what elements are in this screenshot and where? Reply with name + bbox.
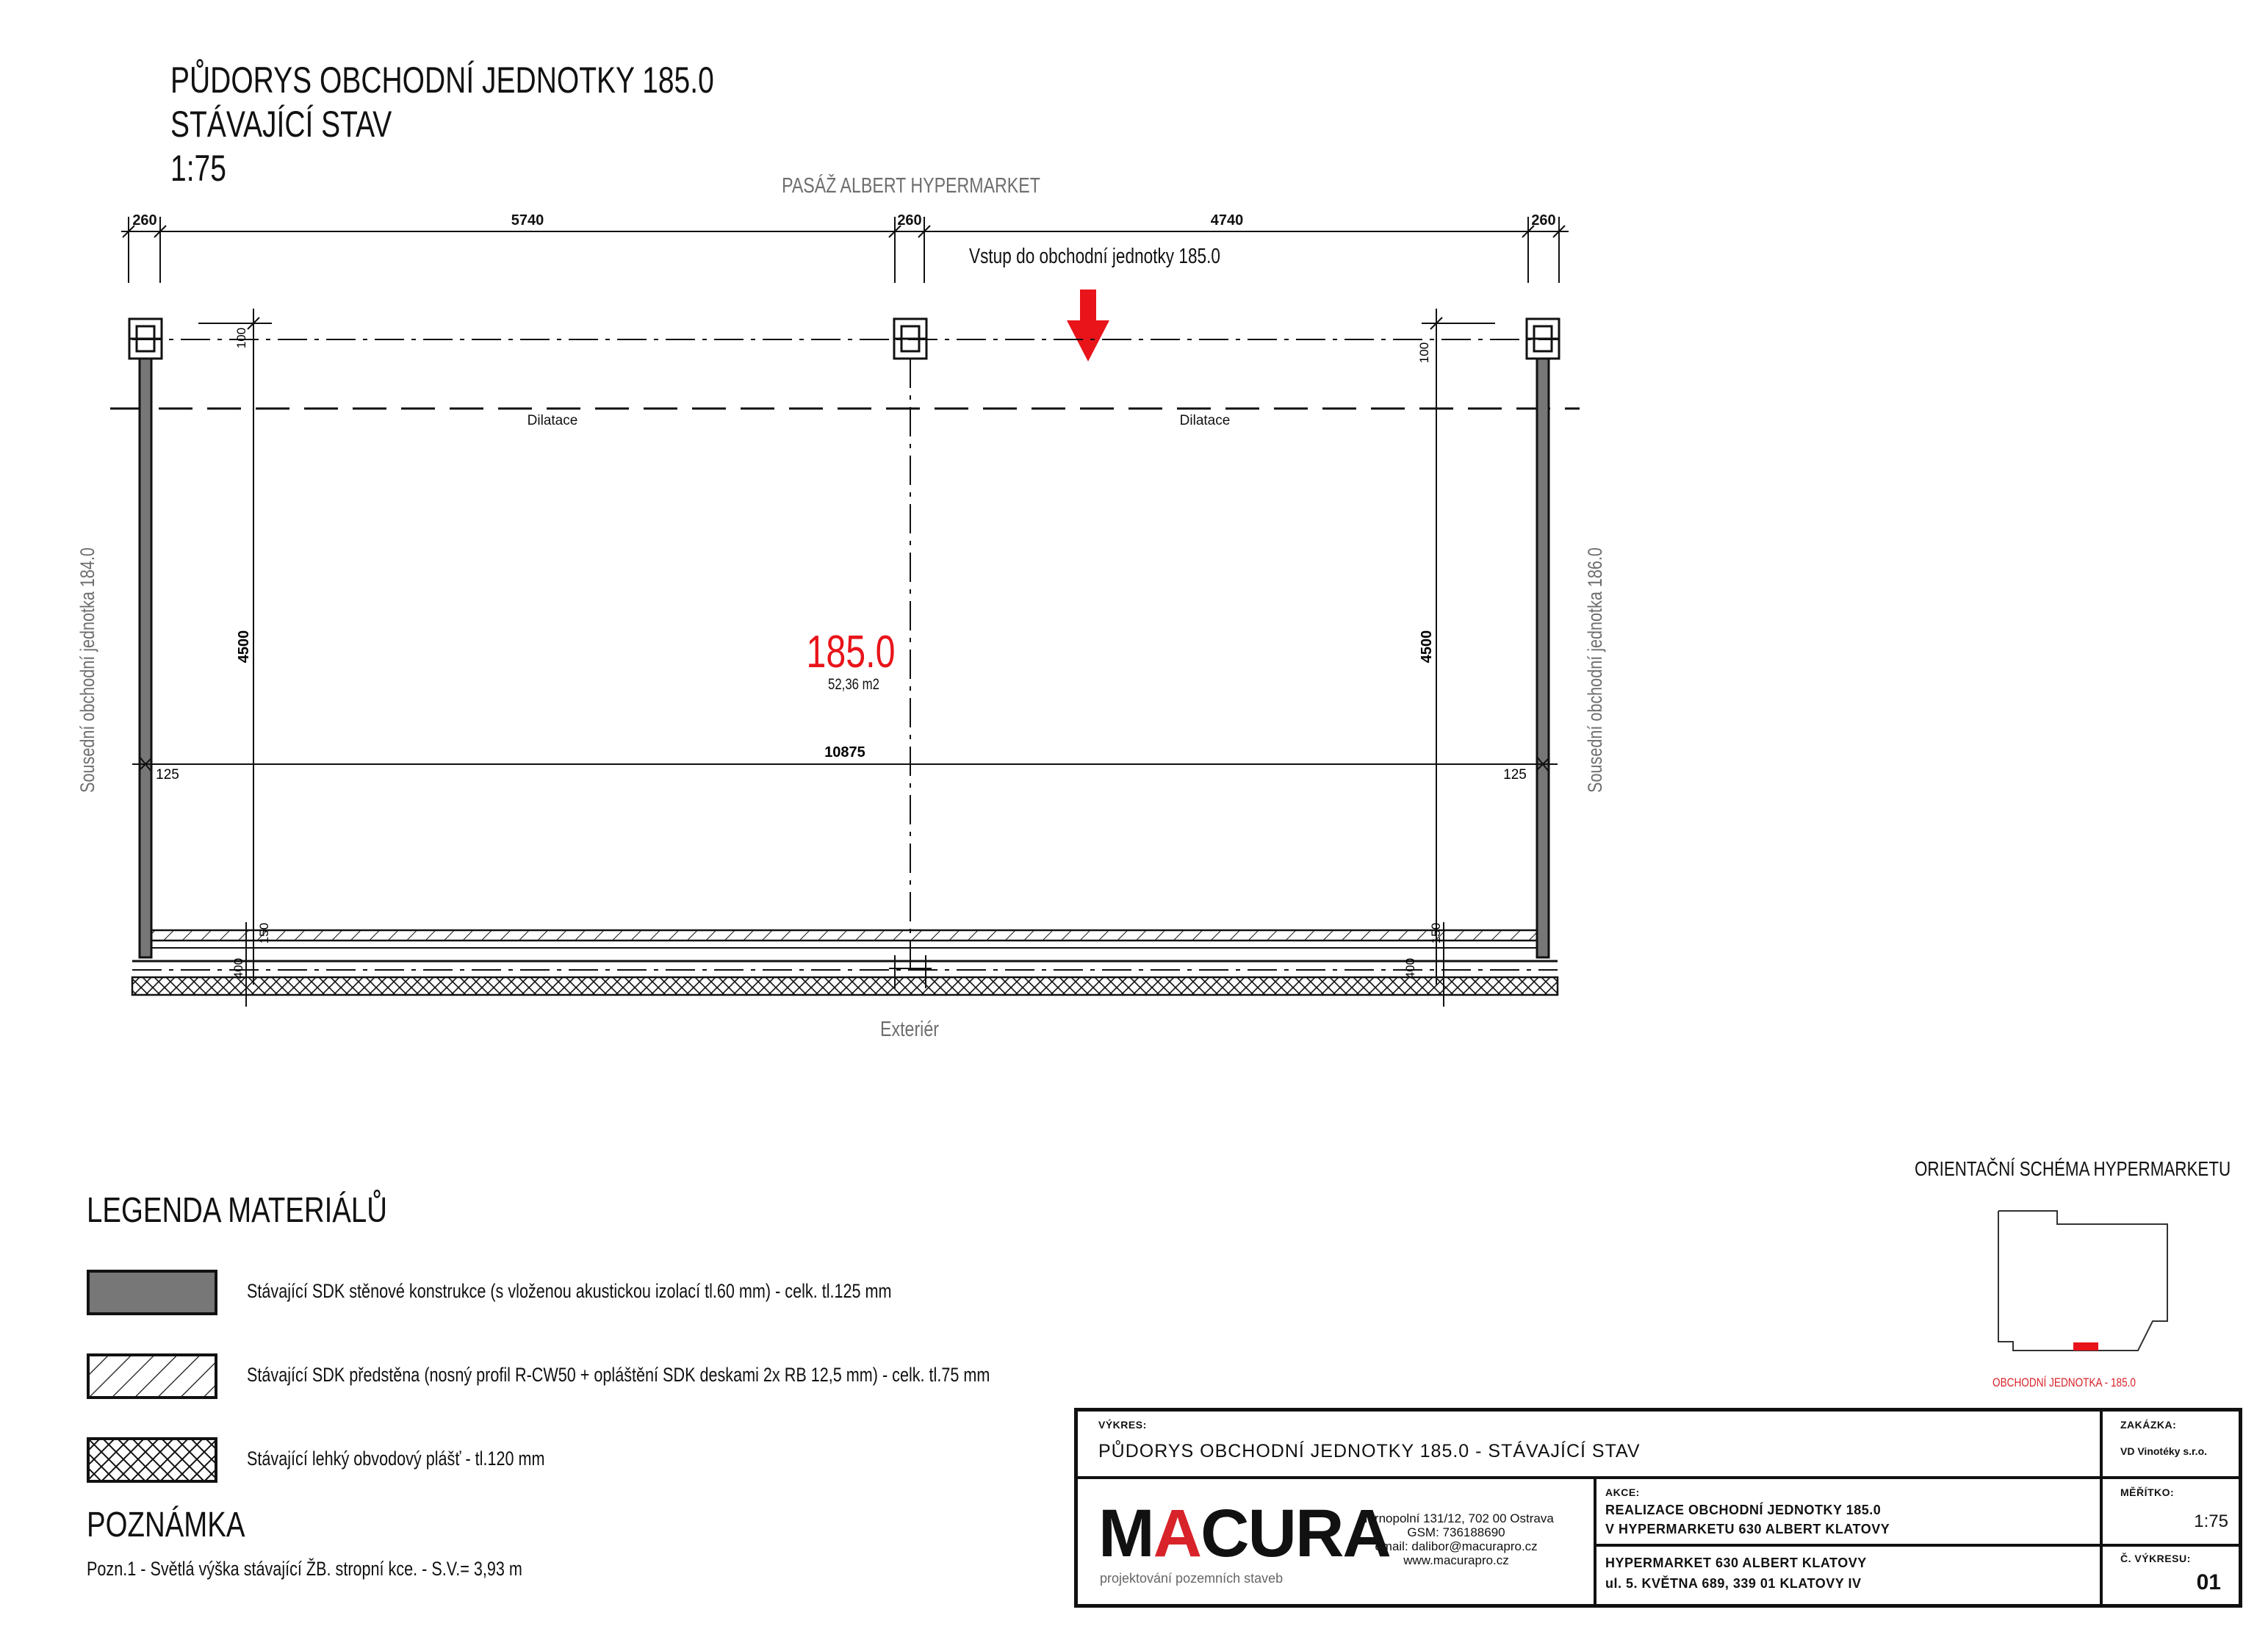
dim-260-mid: 260 — [897, 212, 922, 229]
dim-4500-right: 4500 — [1419, 630, 1435, 664]
company-contact: Hornopolní 131/12, 702 00 Ostrava GSM: 736188690 email: dalibor@macurapro.cz www.macurapro.cz — [1358, 1511, 1554, 1567]
legend-item-3: Stávající lehký obvodový plášť - tl.120 mm — [247, 1448, 545, 1470]
tb-zakazka — [2103, 1412, 2239, 1479]
dim-100-left: 100 — [234, 327, 248, 349]
dim-4740: 4740 — [1210, 212, 1244, 229]
drawing-title-line1: PŮDORYS OBCHODNÍ JEDNOTKY 185.0 — [170, 60, 714, 101]
label-neighbor-right: Sousední obchodní jednotka 186.0 — [1584, 547, 1607, 793]
tb-vykres-label: VÝKRES: — [1098, 1419, 1147, 1431]
note-text: Pozn.1 - Světlá výška stávající ŽB. stropní kce. - S.V.= 3,93 m — [87, 1558, 522, 1580]
legend-title: LEGENDA MATERIÁLŮ — [87, 1191, 387, 1230]
room-area: 52,36 m2 — [828, 676, 879, 694]
tb-cislo-value: 01 — [2196, 1570, 2221, 1594]
legend-swatch-diagonal — [87, 1353, 219, 1400]
tb-meritko-label: MĚŘÍTKO: — [2120, 1486, 2175, 1498]
tb-akce-line1: REALIZACE OBCHODNÍ JEDNOTKY 185.0 — [1605, 1503, 1882, 1517]
label-dilatace-right: Dilatace — [1179, 413, 1231, 428]
tb-vykres — [1078, 1412, 2103, 1479]
schema-highlight-unit — [2073, 1342, 2098, 1351]
dim-4500-left: 4500 — [236, 630, 252, 664]
legend-item-2: Stávající SDK předstěna (nosný profil R-CW50 + opláštění SDK deskami 2x RB 12,5 mm) - celk. tl.75 mm — [247, 1364, 990, 1386]
entrance-arrow-icon — [1067, 290, 1109, 362]
dim-400-right: 400 — [1403, 957, 1417, 979]
tb-logo-area — [1078, 1479, 1596, 1604]
room-number: 185.0 — [806, 626, 896, 677]
dim-260-left: 260 — [132, 212, 157, 229]
tb-meritko — [2103, 1479, 2239, 1547]
wall-right — [1537, 359, 1549, 957]
tb-zakazka-label: ZAKÁZKA: — [2120, 1419, 2177, 1431]
tb-akce — [1596, 1479, 2103, 1547]
tb-akce-label: AKCE: — [1605, 1486, 1640, 1498]
tb-cislo-label: Č. VÝKRESU: — [2120, 1553, 2191, 1564]
dim-400-left: 400 — [231, 957, 245, 979]
bottom-predstena — [151, 930, 1537, 941]
label-entrance: Vstup do obchodní jednotky 185.0 — [969, 243, 1220, 268]
top-dimension-chain — [121, 217, 1569, 283]
dim-260-right: 260 — [1531, 212, 1556, 229]
label-neighbor-left: Sousední obchodní jednotka 184.0 — [76, 547, 99, 793]
label-dilatace-left: Dilatace — [527, 413, 578, 428]
schema-title: ORIENTAČNÍ SCHÉMA HYPERMARKETU — [1915, 1157, 2231, 1180]
tb-vykres-value: PŮDORYS OBCHODNÍ JEDNOTKY 185.0 - STÁVAJÍCÍ STAV — [1098, 1441, 1641, 1461]
schema-diagram — [1984, 1198, 2204, 1367]
drawing-scale: 1:75 — [170, 148, 226, 189]
dim-125-right: 125 — [1503, 767, 1527, 783]
tb-zakazka-value: VD Vinotéky s.r.o. — [2120, 1445, 2208, 1457]
company-logo: MACURA — [1098, 1496, 1390, 1571]
company-tagline: projektování pozemních staveb — [1100, 1571, 1284, 1586]
legend-item-1: Stávající SDK stěnové konstrukce (s vloženou akustickou izolací tl.60 mm) - celk. tl.125 mm — [247, 1280, 892, 1302]
schema-label: OBCHODNÍ JEDNOTKA - 185.0 — [1992, 1376, 2136, 1389]
note-title: POZNÁMKA — [87, 1506, 245, 1545]
label-exterior: Exteriér — [880, 1016, 939, 1041]
tb-address — [1596, 1547, 2103, 1604]
tb-address-line1: HYPERMARKET 630 ALBERT KLATOVY — [1605, 1556, 1867, 1570]
wall-left — [140, 359, 151, 957]
dim-150-left: 150 — [257, 922, 271, 944]
dim-150-right: 150 — [1429, 922, 1443, 944]
legend-swatch-solid — [87, 1270, 219, 1317]
tb-address-line2: ul. 5. KVĚTNA 689, 339 01 KLATOVY IV — [1605, 1576, 1862, 1591]
legend-swatch-cross — [87, 1437, 219, 1484]
drawing-title-line2: STÁVAJÍCÍ STAV — [170, 104, 392, 145]
tb-meritko-value: 1:75 — [2194, 1511, 2228, 1531]
dim-100-right: 100 — [1417, 342, 1431, 364]
dim-125-left: 125 — [156, 767, 179, 783]
tb-cislo — [2103, 1547, 2239, 1604]
title-block — [1074, 1408, 2242, 1608]
tb-akce-line2: V HYPERMARKETU 630 ALBERT KLATOVY — [1605, 1522, 1890, 1536]
dim-10875: 10875 — [824, 744, 865, 760]
dim-5740: 5740 — [511, 212, 544, 229]
label-pasaz: PASÁŽ ALBERT HYPERMARKET — [782, 173, 1040, 198]
exterior-facade — [132, 977, 1558, 995]
